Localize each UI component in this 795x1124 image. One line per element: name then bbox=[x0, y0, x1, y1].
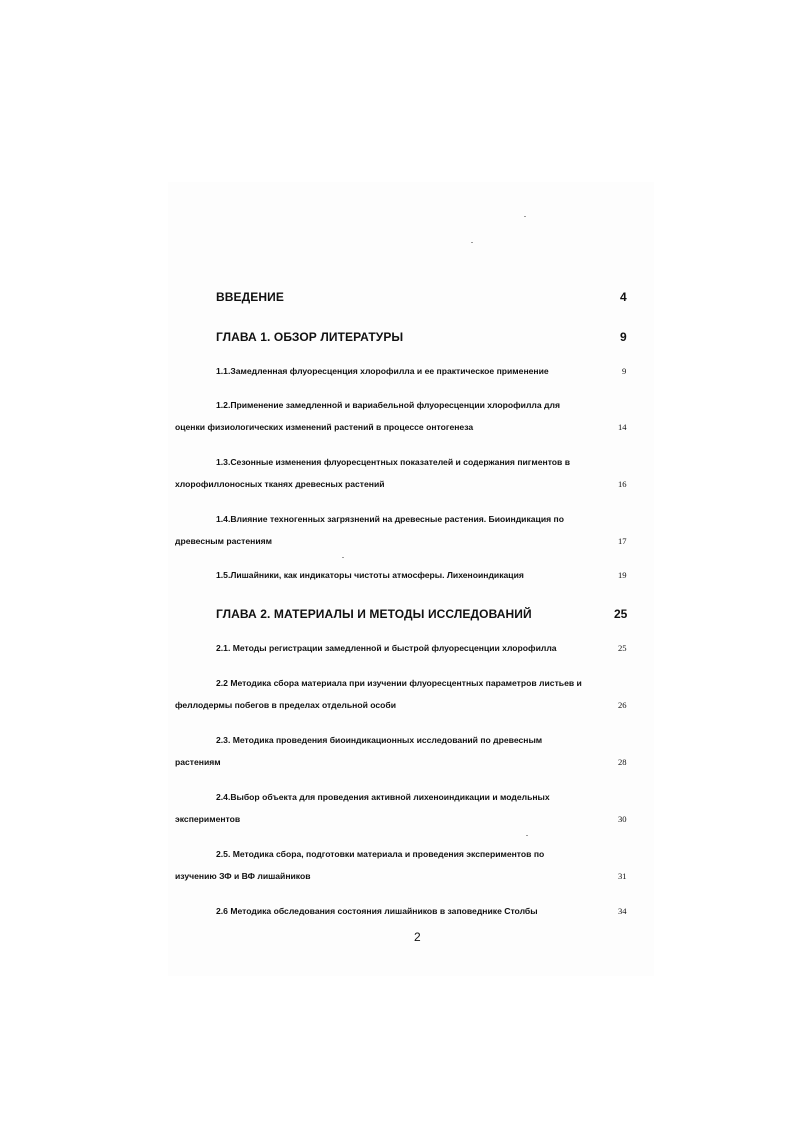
toc-section-1-4-page: 17 bbox=[618, 536, 627, 546]
toc-section-2-6-page: 34 bbox=[618, 906, 627, 916]
toc-section-2-2-page: 26 bbox=[618, 700, 627, 710]
toc-section-1-3-page: 16 bbox=[618, 479, 627, 489]
toc-section-1-3-line1[interactable]: 1.3.Сезонные изменения флуоресцентных показателей и содержания пигментов в bbox=[216, 457, 570, 467]
toc-section-1-1-page: 9 bbox=[622, 366, 627, 376]
toc-section-2-4-page: 30 bbox=[618, 814, 627, 824]
page-number: 2 bbox=[414, 930, 421, 944]
toc-section-2-3-line1[interactable]: 2.3. Методика проведения биоиндикационных исследований по древесным bbox=[216, 735, 543, 745]
scan-speck bbox=[471, 242, 473, 243]
scan-speck bbox=[524, 216, 526, 217]
toc-section-2-2-line2[interactable]: феллодермы побегов в пределах отдельной особи bbox=[175, 700, 396, 710]
toc-section-1-1[interactable]: 1.1.Замедленная флуоресценция хлорофилла и ее практическое применение bbox=[216, 366, 549, 376]
toc-section-1-4-line2[interactable]: древесным растениям bbox=[175, 536, 273, 546]
toc-section-2-3-page: 28 bbox=[618, 757, 627, 767]
toc-intro-page: 4 bbox=[620, 290, 627, 304]
scan-speck bbox=[526, 835, 528, 836]
toc-section-2-4-line2[interactable]: экспериментов bbox=[175, 814, 241, 824]
toc-section-1-2-line1[interactable]: 1.2.Применение замедленной и вариабельной флуоресценции хлорофилла для bbox=[216, 400, 560, 410]
toc-chapter-1-page: 9 bbox=[620, 330, 627, 344]
toc-section-1-5-page: 19 bbox=[618, 570, 627, 580]
toc-section-1-2-page: 14 bbox=[618, 422, 627, 432]
toc-section-2-1[interactable]: 2.1. Методы регистрации замедленной и быстрой флуоресценции хлорофилла bbox=[216, 643, 557, 653]
toc-section-2-1-page: 25 bbox=[618, 643, 627, 653]
toc-chapter-2-title[interactable]: ГЛАВА 2. МАТЕРИАЛЫ И МЕТОДЫ ИССЛЕДОВАНИЙ bbox=[216, 607, 532, 621]
toc-section-2-4-line1[interactable]: 2.4.Выбор объекта для проведения активной лихеноиндикации и модельных bbox=[216, 792, 550, 802]
toc-chapter-2-page: 25 bbox=[614, 607, 628, 621]
toc-section-2-5-page: 31 bbox=[618, 871, 627, 881]
toc-section-1-5[interactable]: 1.5.Лишайники, как индикаторы чистоты атмосферы. Лихеноиндикация bbox=[216, 570, 524, 580]
toc-section-2-5-line1[interactable]: 2.5. Методика сбора, подготовки материала и проведения экспериментов по bbox=[216, 849, 545, 859]
toc-intro-title[interactable]: ВВЕДЕНИЕ bbox=[216, 290, 284, 304]
toc-section-2-3-line2[interactable]: растениям bbox=[175, 757, 221, 767]
scan-speck bbox=[342, 557, 344, 558]
toc-section-1-4-line1[interactable]: 1.4.Влияние техногенных загрязнений на древесные растения. Биоиндикация по bbox=[216, 514, 564, 524]
toc-section-1-3-line2[interactable]: хлорофиллоносных тканях древесных растений bbox=[175, 479, 385, 489]
toc-section-2-5-line2[interactable]: изучению ЗФ и ВФ лишайников bbox=[175, 871, 311, 881]
toc-section-1-2-line2[interactable]: оценки физиологических изменений растений в процессе онтогенеза bbox=[175, 422, 474, 432]
toc-chapter-1-title[interactable]: ГЛАВА 1. ОБЗОР ЛИТЕРАТУРЫ bbox=[216, 330, 404, 344]
toc-section-2-2-line1[interactable]: 2.2 Методика сбора материала при изучении флуоресцентных параметров листьев и bbox=[216, 678, 582, 688]
toc-section-2-6[interactable]: 2.6 Методика обследования состояния лишайников в заповеднике Столбы bbox=[216, 906, 538, 916]
